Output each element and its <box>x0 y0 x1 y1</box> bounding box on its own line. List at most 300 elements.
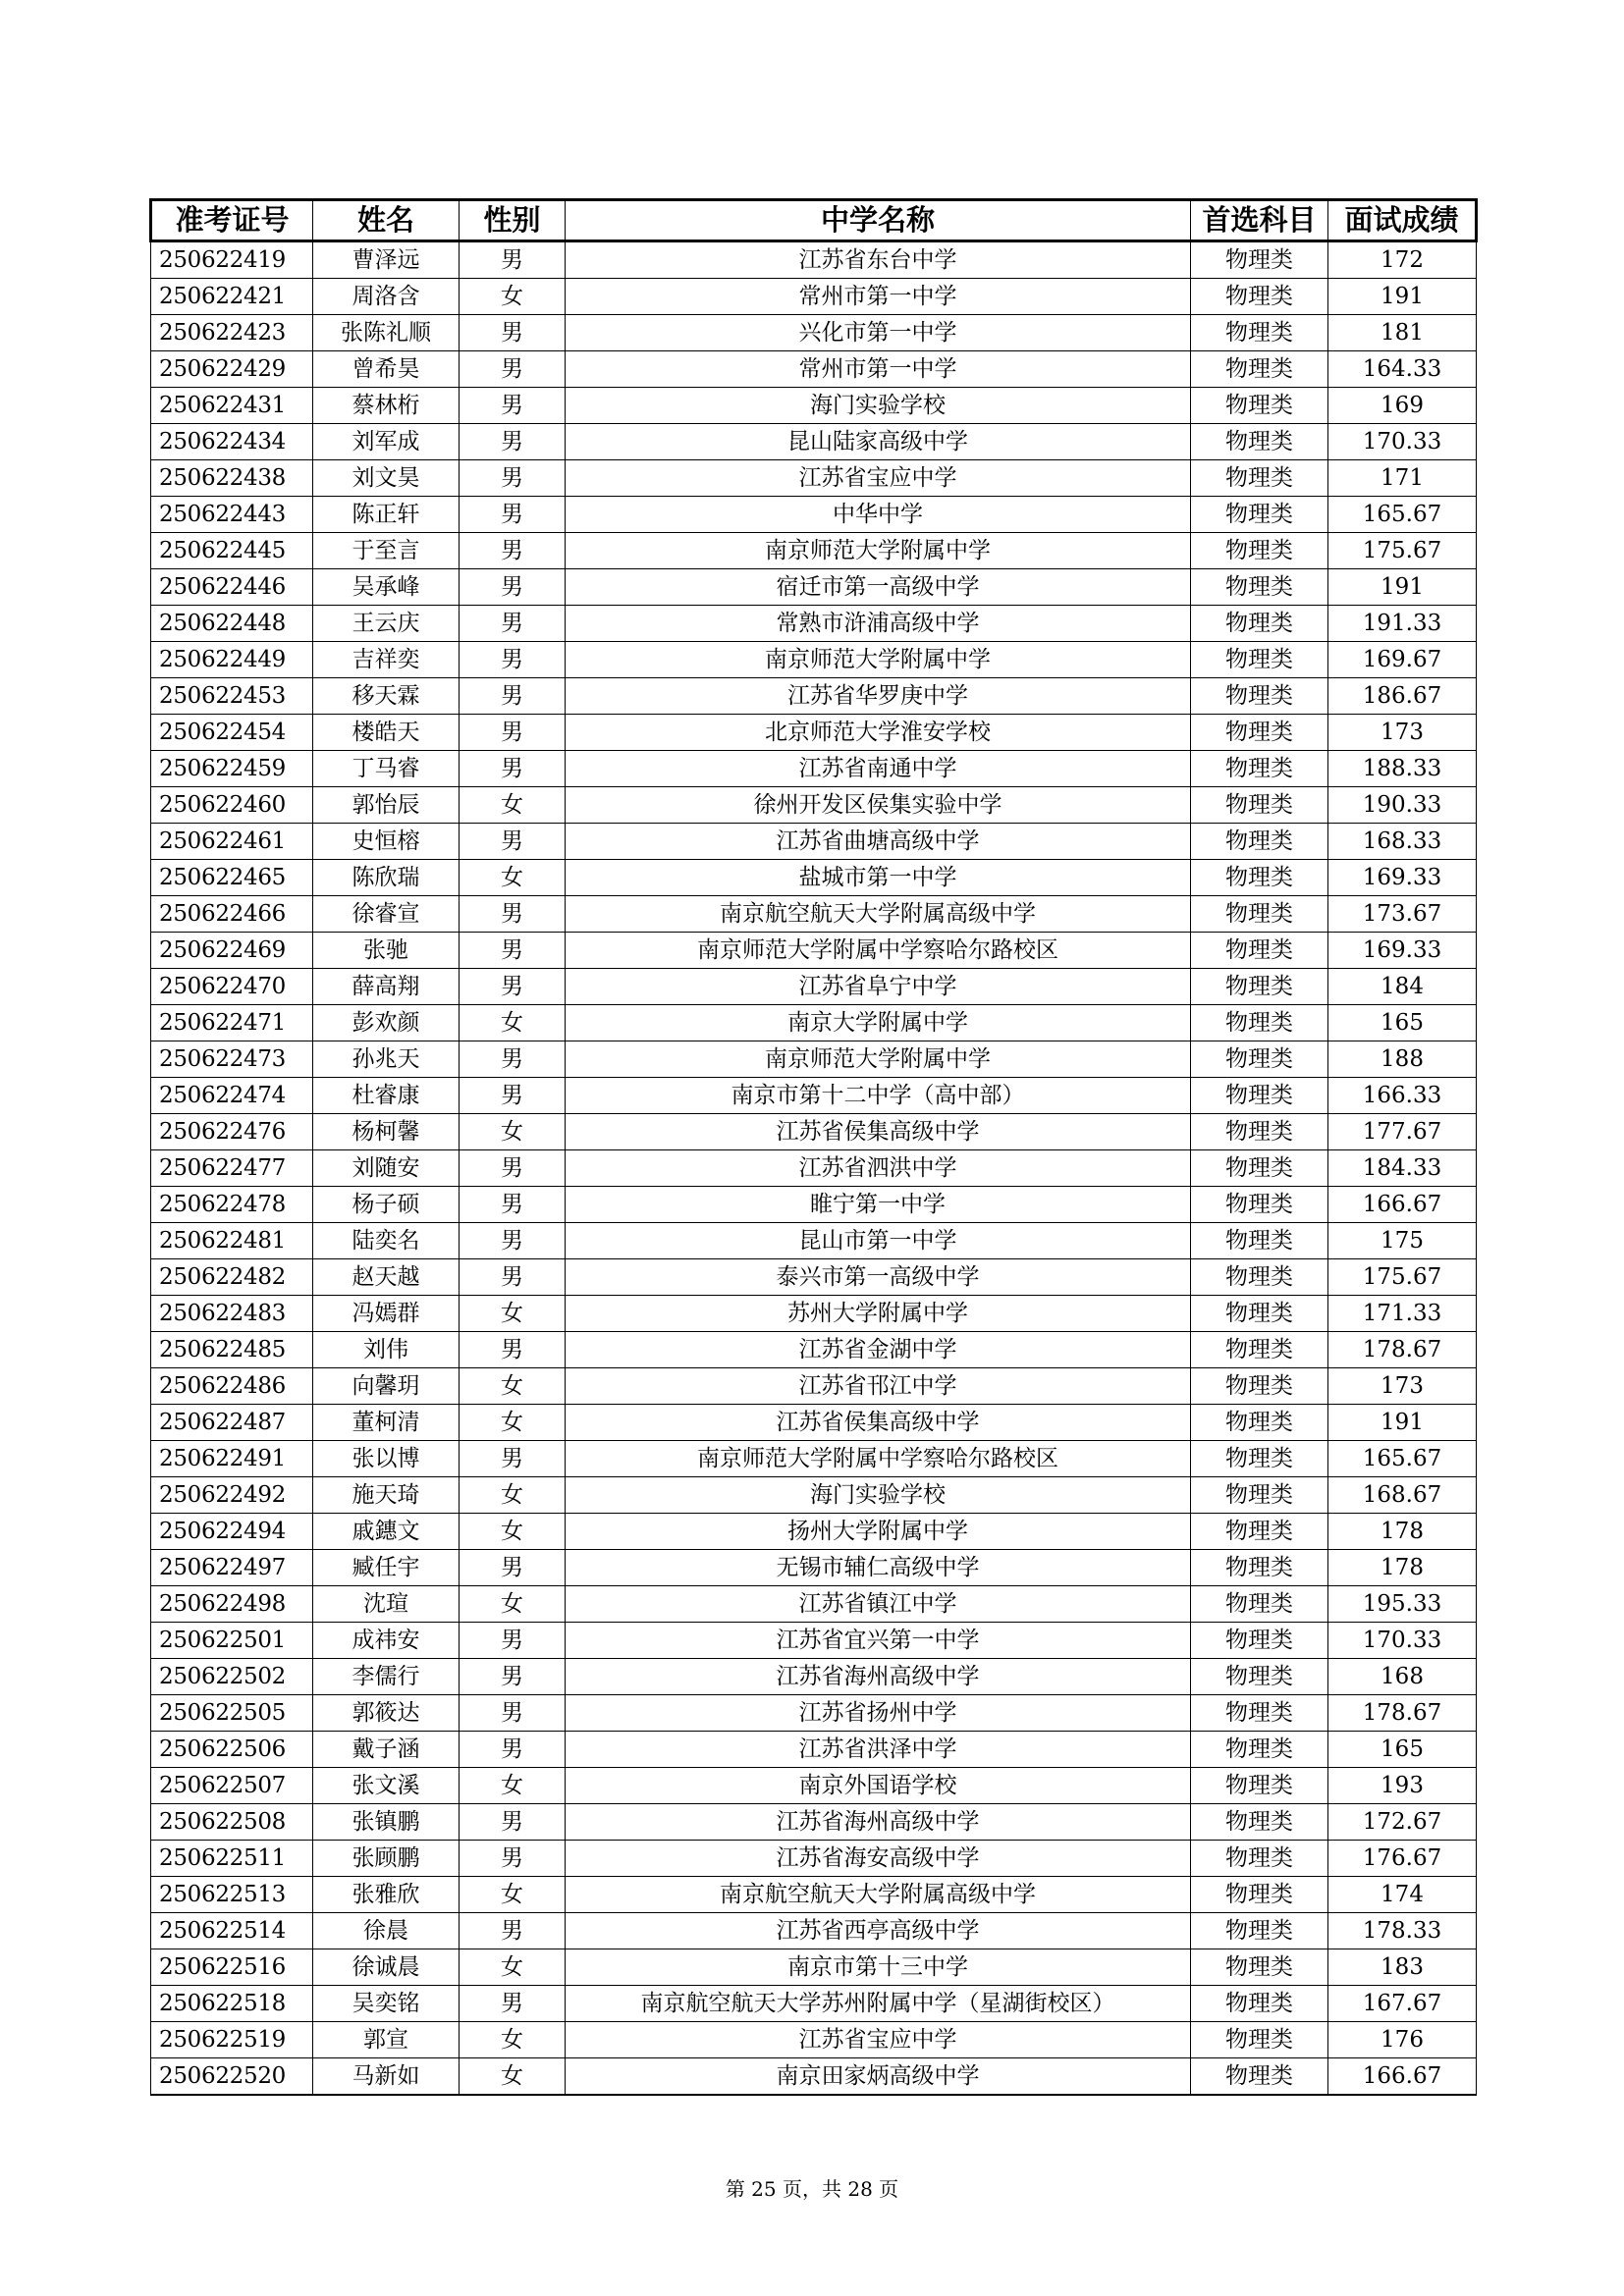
name-cell: 郭怡辰 <box>313 787 460 824</box>
table-row <box>151 497 1477 533</box>
school-cell: 江苏省海安高级中学 <box>566 1841 1191 1877</box>
school-cell: 南京师范大学附属中学察哈尔路校区 <box>566 933 1191 969</box>
gender-cell: 男 <box>460 715 566 751</box>
table-row <box>151 1078 1477 1114</box>
exam-id-cell: 250622438 <box>151 460 313 497</box>
table-row <box>151 1550 1477 1586</box>
score-cell: 178 <box>1328 1514 1477 1550</box>
school-cell: 兴化市第一中学 <box>566 315 1191 351</box>
score-cell: 173.67 <box>1328 896 1477 933</box>
subject-cell: 物理类 <box>1191 1913 1328 1949</box>
exam-id-cell: 250622423 <box>151 315 313 351</box>
table-row <box>151 1514 1477 1550</box>
gender-cell: 女 <box>460 1514 566 1550</box>
name-cell: 张陈礼顺 <box>313 315 460 351</box>
score-cell: 190.33 <box>1328 787 1477 824</box>
score-cell: 181 <box>1328 315 1477 351</box>
subject-cell: 物理类 <box>1191 678 1328 715</box>
name-cell: 刘军成 <box>313 424 460 460</box>
gender-cell: 男 <box>460 606 566 642</box>
name-cell: 张驰 <box>313 933 460 969</box>
table-row <box>151 388 1477 424</box>
exam-id-cell: 250622448 <box>151 606 313 642</box>
table-row <box>151 1659 1477 1695</box>
name-cell: 吴奕铭 <box>313 1986 460 2022</box>
gender-cell: 女 <box>460 279 566 315</box>
subject-cell: 物理类 <box>1191 1768 1328 1804</box>
subject-cell: 物理类 <box>1191 1986 1328 2022</box>
exam-id-cell: 250622491 <box>151 1441 313 1477</box>
name-cell: 于至言 <box>313 533 460 569</box>
name-cell: 李儒行 <box>313 1659 460 1695</box>
subject-cell: 物理类 <box>1191 2022 1328 2058</box>
header-school: 中学名称 <box>566 200 1191 241</box>
school-cell: 江苏省海州高级中学 <box>566 1659 1191 1695</box>
exam-id-cell: 250622514 <box>151 1913 313 1949</box>
score-cell: 165 <box>1328 1732 1477 1768</box>
score-cell: 184.33 <box>1328 1150 1477 1187</box>
table-row <box>151 1041 1477 1078</box>
exam-id-cell: 250622461 <box>151 824 313 860</box>
gender-cell: 女 <box>460 1477 566 1514</box>
score-cell: 168 <box>1328 1659 1477 1695</box>
gender-cell: 男 <box>460 351 566 388</box>
score-cell: 174 <box>1328 1877 1477 1913</box>
school-cell: 南京师范大学附属中学 <box>566 533 1191 569</box>
name-cell: 刘随安 <box>313 1150 460 1187</box>
exam-id-cell: 250622494 <box>151 1514 313 1550</box>
subject-cell: 物理类 <box>1191 642 1328 678</box>
header-subject: 首选科目 <box>1191 200 1328 241</box>
score-cell: 191 <box>1328 1405 1477 1441</box>
name-cell: 楼皓天 <box>313 715 460 751</box>
score-cell: 169.67 <box>1328 642 1477 678</box>
school-cell: 昆山市第一中学 <box>566 1223 1191 1259</box>
school-cell: 南京外国语学校 <box>566 1768 1191 1804</box>
table-row <box>151 1732 1477 1768</box>
exam-id-cell: 250622446 <box>151 569 313 606</box>
gender-cell: 女 <box>460 1296 566 1332</box>
score-cell: 166.67 <box>1328 2058 1477 2096</box>
name-cell: 孙兆天 <box>313 1041 460 1078</box>
gender-cell: 男 <box>460 1841 566 1877</box>
exam-id-cell: 250622431 <box>151 388 313 424</box>
gender-cell: 女 <box>460 2022 566 2058</box>
name-cell: 吴承峰 <box>313 569 460 606</box>
gender-cell: 男 <box>460 1659 566 1695</box>
table-row <box>151 1695 1477 1732</box>
subject-cell: 物理类 <box>1191 1223 1328 1259</box>
score-cell: 191 <box>1328 279 1477 315</box>
gender-cell: 女 <box>460 1005 566 1041</box>
exam-id-cell: 250622419 <box>151 241 313 279</box>
gender-cell: 男 <box>460 497 566 533</box>
score-cell: 172 <box>1328 241 1477 279</box>
score-cell: 167.67 <box>1328 1986 1477 2022</box>
table-row <box>151 424 1477 460</box>
header-name: 姓名 <box>313 200 460 241</box>
gender-cell: 男 <box>460 969 566 1005</box>
score-cell: 165.67 <box>1328 497 1477 533</box>
subject-cell: 物理类 <box>1191 1477 1328 1514</box>
school-cell: 昆山陆家高级中学 <box>566 424 1191 460</box>
name-cell: 郭筱达 <box>313 1695 460 1732</box>
subject-cell: 物理类 <box>1191 424 1328 460</box>
school-cell: 南京市第十二中学（高中部） <box>566 1078 1191 1114</box>
school-cell: 北京师范大学淮安学校 <box>566 715 1191 751</box>
gender-cell: 男 <box>460 1332 566 1368</box>
score-cell: 191 <box>1328 569 1477 606</box>
gender-cell: 男 <box>460 388 566 424</box>
subject-cell: 物理类 <box>1191 1804 1328 1841</box>
subject-cell: 物理类 <box>1191 1041 1328 1078</box>
gender-cell: 男 <box>460 896 566 933</box>
subject-cell: 物理类 <box>1191 1187 1328 1223</box>
school-cell: 江苏省华罗庚中学 <box>566 678 1191 715</box>
exam-id-cell: 250622486 <box>151 1368 313 1405</box>
table-row <box>151 1586 1477 1623</box>
school-cell: 江苏省侯集高级中学 <box>566 1405 1191 1441</box>
school-cell: 江苏省海州高级中学 <box>566 1804 1191 1841</box>
exam-id-cell: 250622485 <box>151 1332 313 1368</box>
subject-cell: 物理类 <box>1191 2058 1328 2096</box>
name-cell: 曾希昊 <box>313 351 460 388</box>
gender-cell: 男 <box>460 1550 566 1586</box>
subject-cell: 物理类 <box>1191 569 1328 606</box>
name-cell: 杨子硕 <box>313 1187 460 1223</box>
score-cell: 171.33 <box>1328 1296 1477 1332</box>
name-cell: 曹泽远 <box>313 241 460 279</box>
table-row <box>151 751 1477 787</box>
score-cell: 170.33 <box>1328 1623 1477 1659</box>
subject-cell: 物理类 <box>1191 1296 1328 1332</box>
name-cell: 杜睿康 <box>313 1078 460 1114</box>
score-cell: 176.67 <box>1328 1841 1477 1877</box>
table-row <box>151 2022 1477 2058</box>
exam-id-cell: 250622466 <box>151 896 313 933</box>
school-cell: 南京师范大学附属中学察哈尔路校区 <box>566 1441 1191 1477</box>
gender-cell: 男 <box>460 751 566 787</box>
subject-cell: 物理类 <box>1191 1368 1328 1405</box>
score-cell: 171 <box>1328 460 1477 497</box>
score-cell: 164.33 <box>1328 351 1477 388</box>
score-cell: 178.67 <box>1328 1332 1477 1368</box>
table-row <box>151 1223 1477 1259</box>
table-row <box>151 279 1477 315</box>
school-cell: 中华中学 <box>566 497 1191 533</box>
score-cell: 175 <box>1328 1223 1477 1259</box>
subject-cell: 物理类 <box>1191 315 1328 351</box>
subject-cell: 物理类 <box>1191 1659 1328 1695</box>
gender-cell: 男 <box>460 1804 566 1841</box>
exam-id-cell: 250622506 <box>151 1732 313 1768</box>
school-cell: 南京航空航天大学附属高级中学 <box>566 896 1191 933</box>
score-cell: 175.67 <box>1328 1259 1477 1296</box>
table-row <box>151 1623 1477 1659</box>
name-cell: 臧任宇 <box>313 1550 460 1586</box>
name-cell: 马新如 <box>313 2058 460 2096</box>
exam-id-cell: 250622460 <box>151 787 313 824</box>
name-cell: 史恒榕 <box>313 824 460 860</box>
school-cell: 江苏省东台中学 <box>566 241 1191 279</box>
name-cell: 戚鏸文 <box>313 1514 460 1550</box>
name-cell: 王云庆 <box>313 606 460 642</box>
exam-id-cell: 250622501 <box>151 1623 313 1659</box>
exam-id-cell: 250622421 <box>151 279 313 315</box>
name-cell: 成祎安 <box>313 1623 460 1659</box>
school-cell: 南京航空航天大学苏州附属中学（星湖街校区） <box>566 1986 1191 2022</box>
gender-cell: 男 <box>460 1623 566 1659</box>
name-cell: 徐诚晨 <box>313 1949 460 1986</box>
name-cell: 陆奕名 <box>313 1223 460 1259</box>
name-cell: 董柯清 <box>313 1405 460 1441</box>
name-cell: 郭宣 <box>313 2022 460 2058</box>
gender-cell: 女 <box>460 1949 566 1986</box>
name-cell: 彭欢颜 <box>313 1005 460 1041</box>
subject-cell: 物理类 <box>1191 1078 1328 1114</box>
exam-id-cell: 250622459 <box>151 751 313 787</box>
name-cell: 戴子涵 <box>313 1732 460 1768</box>
school-cell: 江苏省阜宁中学 <box>566 969 1191 1005</box>
table-row <box>151 787 1477 824</box>
gender-cell: 男 <box>460 1223 566 1259</box>
school-cell: 江苏省镇江中学 <box>566 1586 1191 1623</box>
gender-cell: 男 <box>460 424 566 460</box>
header-exam-id: 准考证号 <box>151 200 313 241</box>
exam-id-cell: 250622473 <box>151 1041 313 1078</box>
table-row <box>151 1877 1477 1913</box>
gender-cell: 女 <box>460 787 566 824</box>
name-cell: 薛高翔 <box>313 969 460 1005</box>
subject-cell: 物理类 <box>1191 1114 1328 1150</box>
gender-cell: 女 <box>460 2058 566 2096</box>
table-row <box>151 896 1477 933</box>
score-cell: 175.67 <box>1328 533 1477 569</box>
name-cell: 蔡林桁 <box>313 388 460 424</box>
subject-cell: 物理类 <box>1191 969 1328 1005</box>
name-cell: 张雅欣 <box>313 1877 460 1913</box>
school-cell: 睢宁第一中学 <box>566 1187 1191 1223</box>
subject-cell: 物理类 <box>1191 1732 1328 1768</box>
table-row <box>151 533 1477 569</box>
school-cell: 南京航空航天大学附属高级中学 <box>566 1877 1191 1913</box>
exam-id-cell: 250622507 <box>151 1768 313 1804</box>
subject-cell: 物理类 <box>1191 460 1328 497</box>
exam-id-cell: 250622477 <box>151 1150 313 1187</box>
interview-score-table <box>149 198 1478 2096</box>
table-row <box>151 715 1477 751</box>
gender-cell: 男 <box>460 1259 566 1296</box>
school-cell: 江苏省宝应中学 <box>566 2022 1191 2058</box>
exam-id-cell: 250622505 <box>151 1695 313 1732</box>
exam-id-cell: 250622469 <box>151 933 313 969</box>
exam-id-cell: 250622492 <box>151 1477 313 1514</box>
school-cell: 常州市第一中学 <box>566 351 1191 388</box>
exam-id-cell: 250622497 <box>151 1550 313 1586</box>
table-row <box>151 315 1477 351</box>
table-row <box>151 1405 1477 1441</box>
exam-id-cell: 250622502 <box>151 1659 313 1695</box>
school-cell: 江苏省洪泽中学 <box>566 1732 1191 1768</box>
exam-id-cell: 250622453 <box>151 678 313 715</box>
score-cell: 195.33 <box>1328 1586 1477 1623</box>
school-cell: 扬州大学附属中学 <box>566 1514 1191 1550</box>
subject-cell: 物理类 <box>1191 497 1328 533</box>
exam-id-cell: 250622445 <box>151 533 313 569</box>
gender-cell: 男 <box>460 933 566 969</box>
school-cell: 宿迁市第一高级中学 <box>566 569 1191 606</box>
gender-cell: 女 <box>460 1405 566 1441</box>
school-cell: 盐城市第一中学 <box>566 860 1191 896</box>
header-score: 面试成绩 <box>1328 200 1477 241</box>
name-cell: 徐睿宣 <box>313 896 460 933</box>
exam-id-cell: 250622508 <box>151 1804 313 1841</box>
gender-cell: 男 <box>460 569 566 606</box>
score-cell: 188 <box>1328 1041 1477 1078</box>
table-row <box>151 642 1477 678</box>
exam-id-cell: 250622471 <box>151 1005 313 1041</box>
name-cell: 移天霖 <box>313 678 460 715</box>
table-body <box>151 241 1477 2096</box>
table-row <box>151 241 1477 279</box>
table-row <box>151 351 1477 388</box>
score-cell: 178.33 <box>1328 1913 1477 1949</box>
exam-id-cell: 250622454 <box>151 715 313 751</box>
school-cell: 常州市第一中学 <box>566 279 1191 315</box>
school-cell: 南京大学附属中学 <box>566 1005 1191 1041</box>
score-cell: 168.33 <box>1328 824 1477 860</box>
score-cell: 168.67 <box>1328 1477 1477 1514</box>
exam-id-cell: 250622520 <box>151 2058 313 2096</box>
gender-cell: 女 <box>460 860 566 896</box>
exam-id-cell: 250622482 <box>151 1259 313 1296</box>
score-cell: 184 <box>1328 969 1477 1005</box>
table-row <box>151 1114 1477 1150</box>
gender-cell: 男 <box>460 315 566 351</box>
table-row <box>151 1332 1477 1368</box>
page-number-footer: 第 25 页，共 28 页 <box>725 2177 899 2201</box>
school-cell: 常熟市浒浦高级中学 <box>566 606 1191 642</box>
school-cell: 南京师范大学附属中学 <box>566 642 1191 678</box>
school-cell: 江苏省曲塘高级中学 <box>566 824 1191 860</box>
exam-id-cell: 250622511 <box>151 1841 313 1877</box>
gender-cell: 女 <box>460 1368 566 1405</box>
school-cell: 江苏省南通中学 <box>566 751 1191 787</box>
gender-cell: 男 <box>460 533 566 569</box>
table-row <box>151 1949 1477 1986</box>
score-cell: 188.33 <box>1328 751 1477 787</box>
gender-cell: 女 <box>460 1877 566 1913</box>
score-cell: 169 <box>1328 388 1477 424</box>
subject-cell: 物理类 <box>1191 715 1328 751</box>
score-cell: 166.33 <box>1328 1078 1477 1114</box>
gender-cell: 男 <box>460 678 566 715</box>
header-gender: 性别 <box>460 200 566 241</box>
subject-cell: 物理类 <box>1191 1695 1328 1732</box>
score-cell: 177.67 <box>1328 1114 1477 1150</box>
subject-cell: 物理类 <box>1191 1405 1328 1441</box>
gender-cell: 女 <box>460 1586 566 1623</box>
table-row <box>151 1005 1477 1041</box>
school-cell: 江苏省金湖中学 <box>566 1332 1191 1368</box>
name-cell: 张文溪 <box>313 1768 460 1804</box>
table-row <box>151 1150 1477 1187</box>
gender-cell: 男 <box>460 1732 566 1768</box>
school-cell: 无锡市辅仁高级中学 <box>566 1550 1191 1586</box>
school-cell: 江苏省邗江中学 <box>566 1368 1191 1405</box>
school-cell: 海门实验学校 <box>566 1477 1191 1514</box>
exam-id-cell: 250622487 <box>151 1405 313 1441</box>
subject-cell: 物理类 <box>1191 1877 1328 1913</box>
score-cell: 173 <box>1328 1368 1477 1405</box>
name-cell: 丁马睿 <box>313 751 460 787</box>
school-cell: 南京市第十三中学 <box>566 1949 1191 1986</box>
exam-id-cell: 250622465 <box>151 860 313 896</box>
name-cell: 刘伟 <box>313 1332 460 1368</box>
table-row <box>151 1187 1477 1223</box>
name-cell: 沈瑄 <box>313 1586 460 1623</box>
name-cell: 张以博 <box>313 1441 460 1477</box>
gender-cell: 男 <box>460 1150 566 1187</box>
subject-cell: 物理类 <box>1191 241 1328 279</box>
gender-cell: 男 <box>460 460 566 497</box>
gender-cell: 男 <box>460 241 566 279</box>
subject-cell: 物理类 <box>1191 606 1328 642</box>
name-cell: 冯嫣群 <box>313 1296 460 1332</box>
name-cell: 施天琦 <box>313 1477 460 1514</box>
exam-id-cell: 250622481 <box>151 1223 313 1259</box>
table-row <box>151 1296 1477 1332</box>
subject-cell: 物理类 <box>1191 279 1328 315</box>
table-row <box>151 969 1477 1005</box>
name-cell: 杨柯馨 <box>313 1114 460 1150</box>
table-row <box>151 2058 1477 2096</box>
gender-cell: 男 <box>460 1986 566 2022</box>
school-cell: 江苏省扬州中学 <box>566 1695 1191 1732</box>
name-cell: 赵天越 <box>313 1259 460 1296</box>
exam-id-cell: 250622429 <box>151 351 313 388</box>
name-cell: 吉祥奕 <box>313 642 460 678</box>
name-cell: 徐晨 <box>313 1913 460 1949</box>
exam-id-cell: 250622518 <box>151 1986 313 2022</box>
subject-cell: 物理类 <box>1191 1514 1328 1550</box>
table-header-row <box>151 200 1477 241</box>
table-row <box>151 1368 1477 1405</box>
exam-id-cell: 250622470 <box>151 969 313 1005</box>
school-cell: 江苏省宜兴第一中学 <box>566 1623 1191 1659</box>
score-cell: 191.33 <box>1328 606 1477 642</box>
subject-cell: 物理类 <box>1191 1332 1328 1368</box>
name-cell: 张顾鹏 <box>313 1841 460 1877</box>
exam-id-cell: 250622483 <box>151 1296 313 1332</box>
score-cell: 172.67 <box>1328 1804 1477 1841</box>
table-row <box>151 1259 1477 1296</box>
table-row <box>151 1441 1477 1477</box>
table-row <box>151 678 1477 715</box>
subject-cell: 物理类 <box>1191 824 1328 860</box>
exam-id-cell: 250622434 <box>151 424 313 460</box>
table-row <box>151 1804 1477 1841</box>
table-row <box>151 933 1477 969</box>
subject-cell: 物理类 <box>1191 1550 1328 1586</box>
score-cell: 166.67 <box>1328 1187 1477 1223</box>
exam-id-cell: 250622516 <box>151 1949 313 1986</box>
school-cell: 海门实验学校 <box>566 388 1191 424</box>
school-cell: 江苏省宝应中学 <box>566 460 1191 497</box>
gender-cell: 男 <box>460 1695 566 1732</box>
gender-cell: 男 <box>460 1187 566 1223</box>
exam-id-cell: 250622519 <box>151 2022 313 2058</box>
